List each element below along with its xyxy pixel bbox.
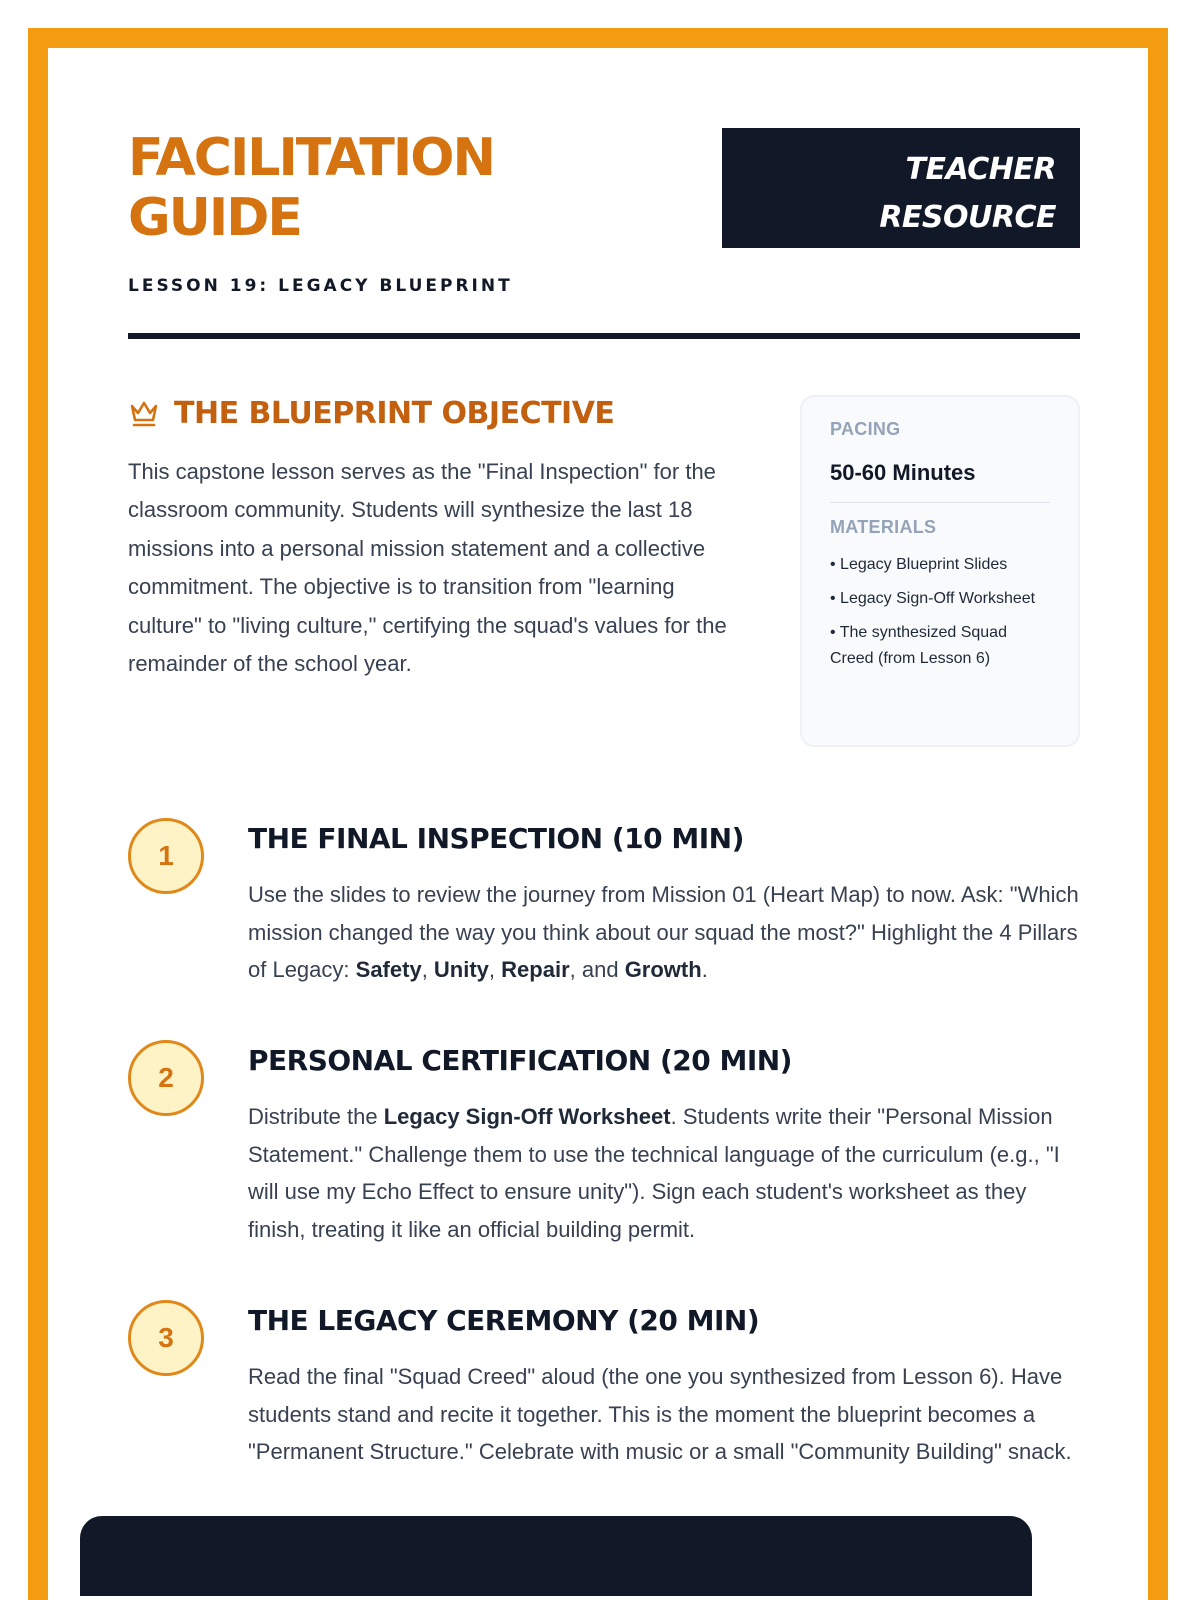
materials-list [830, 552, 1050, 672]
title-line-1: FACILITATION [128, 128, 494, 188]
step-text: Read the final "Squad Creed" aloud (the one you synthesized from Lesson 6). Have students stand and recite it together. This is the moment the blueprint becomes a "Permanent Structure." Celebrate with music or a small "Community Building" snack. [248, 1364, 1072, 1464]
list-item: • Legacy Sign-Off Worksheet [830, 590, 1036, 607]
worksheet-name: Legacy Sign-Off Worksheet [383, 1104, 671, 1129]
step-text-part: Distribute the [248, 1104, 384, 1129]
step-body [248, 818, 1080, 989]
step-text [248, 1098, 1080, 1248]
lesson-subtitle: LESSON 19: LEGACY BLUEPRINT [128, 276, 513, 296]
separator: , and [569, 957, 625, 982]
crown-icon [128, 398, 160, 428]
separator: , [488, 957, 502, 982]
step-number-badge: 3 [128, 1300, 204, 1376]
title-line-2: GUIDE [128, 188, 301, 248]
pillar-safety: Safety [355, 957, 422, 982]
step-title: THE FINAL INSPECTION (10 MIN) [248, 822, 744, 855]
objective-section [128, 393, 748, 683]
separator: , [421, 957, 434, 982]
step-number-badge: 2 [128, 1040, 204, 1116]
list-item: • The synthesized Squad Creed (from Lesson 6) [830, 624, 1007, 667]
footer-bar [80, 1516, 1032, 1596]
sidebar-divider [830, 502, 1050, 503]
step-body [248, 1040, 1080, 1248]
step-text-end: . [701, 957, 708, 982]
step-title: PERSONAL CERTIFICATION (20 MIN) [248, 1044, 792, 1077]
step-number-badge: 1 [128, 818, 204, 894]
step-text-part: . Students write their "Personal Mission Statement." Challenge them to use the technical language of the curriculum (e.g., "I will use my Echo Effect to ensure unity"). Sign each student's worksheet as they finish, treating it like an official building permit. [248, 1104, 1060, 1242]
badge-line-1: TEACHER [905, 152, 1056, 187]
teacher-resource-badge [722, 128, 1080, 248]
page-content [128, 128, 1080, 1464]
pillar-unity: Unity [433, 957, 489, 982]
objective-text: This capstone lesson serves as the "Final Inspection" for the classroom community. Students will synthesize the last 18 missions into a personal mission statement and a collective commitment. The objective is to transition from "learning culture" to "living culture," certifying the squad's values for the remainder of the school year. [128, 459, 727, 677]
step-text [248, 876, 1080, 989]
pacing-label: PACING [830, 419, 901, 439]
pacing-value: 50-60 Minutes [830, 460, 976, 485]
objective-heading [128, 393, 748, 433]
step-title: THE LEGACY CEREMONY (20 MIN) [248, 1304, 760, 1337]
materials-label: MATERIALS [830, 517, 937, 537]
pillar-growth: Growth [624, 957, 702, 982]
header [128, 128, 1080, 338]
objective-title: THE BLUEPRINT OBJECTIVE [174, 395, 615, 431]
header-divider [128, 333, 1080, 339]
list-item: • Legacy Blueprint Slides [830, 556, 1008, 573]
step-text-part: Use the slides to review the journey from Mission 01 (Heart Map) to now. Ask: "Which mission changed the way you think about our squad the most?" Highlight the 4 Pillars of Legacy: [248, 882, 1079, 982]
step-body [248, 1300, 1080, 1471]
info-sidebar [800, 395, 1080, 747]
badge-line-2: RESOURCE [879, 200, 1056, 235]
page-frame [28, 28, 1168, 1600]
pillar-repair: Repair [501, 957, 570, 982]
